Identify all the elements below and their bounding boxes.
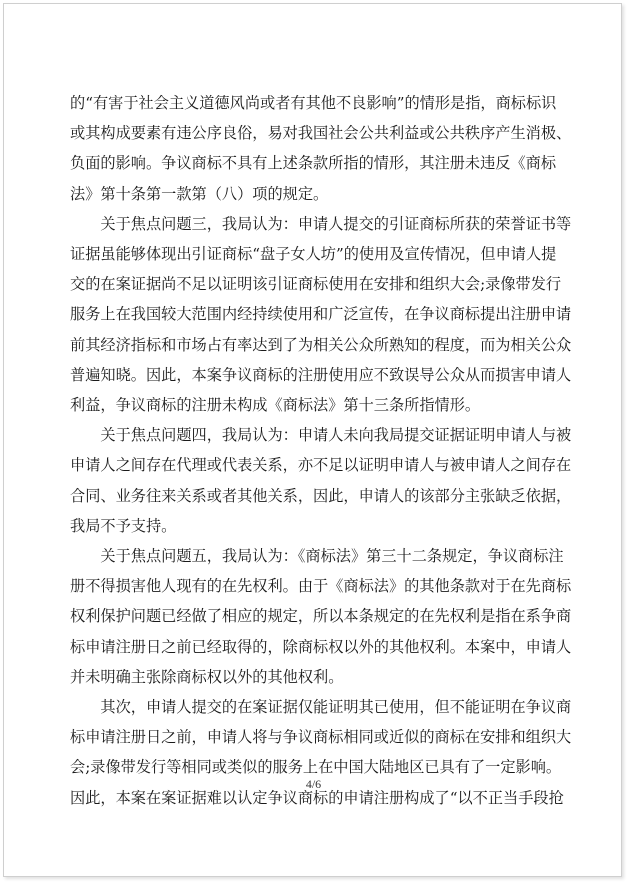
paragraph-2	[70, 209, 572, 420]
text-line: 服务上在我国较大范围内经持续使用和广泛宣传，在争议商标提出注册申请	[70, 305, 572, 324]
text-line: 因此，本案在案证据难以认定争议商标的申请注册构成了“以不正当手段抢	[70, 788, 564, 807]
text-line: 交的在案证据尚不足以证明该引证商标使用在安排和组织大会;录像带发行	[70, 275, 562, 294]
page-number: 4/6	[305, 777, 322, 791]
text-line: 普遍知晓。因此，本案争议商标的注册使用应不致误导公众从而损害申请人	[70, 365, 572, 384]
document-body	[70, 88, 572, 813]
text-line: 其次，申请人提交的在案证据仅能证明其已使用，但不能证明在争议商	[100, 698, 572, 717]
paragraph-5	[70, 692, 572, 813]
text-line: 或其构成要素有违公序良俗，易对我国社会公共利益或公共秩序产生消极、	[70, 124, 572, 143]
text-line: 前其经济指标和市场占有率达到了为相关公众所熟知的程度，而为相关公众	[70, 335, 572, 354]
text-line: 会;录像带发行等相同或类似的服务上在中国大陆地区已具有了一定影响。	[70, 758, 562, 777]
text-line: 证据虽能够体现出引证商标“盘子女人坊”的使用及宣传情况，但申请人提	[70, 245, 557, 264]
text-line: 并未明确主张除商标权以外的其他权利。	[70, 667, 344, 686]
text-line: 负面的影响。争议商标不具有上述条款所指的情形，其注册未违反《商标	[70, 154, 556, 173]
text-line: 的“有害于社会主义道德风尚或者有其他不良影响”的情形是指，商标标识	[70, 94, 557, 112]
paragraph-3	[70, 420, 572, 541]
text-line: 法》第十条第一款第（八）项的规定。	[70, 184, 329, 203]
text-line: 关于焦点问题三，我局认为：申请人提交的引证商标所获的荣誉证书等	[100, 214, 572, 233]
text-line: 合同、业务往来关系或者其他关系，因此，申请人的该部分主张缺乏依据，	[70, 486, 572, 505]
text-line: 权利保护问题已经做了相应的规定，所以本条规定的在先权利是指在系争商	[70, 607, 572, 626]
paragraph-1	[70, 88, 572, 209]
text-line: 利益，争议商标的注册未构成《商标法》第十三条所指情形。	[70, 396, 481, 415]
text-line: 申请人之间存在代理或代表关系，亦不足以证明申请人与被申请人之间存在	[70, 456, 572, 475]
text-line: 关于焦点问题四，我局认为：申请人未向我局提交证据证明申请人与被	[100, 426, 572, 445]
text-line: 标申请注册日之前，申请人将与争议商标相同或近似的商标在安排和组织大	[70, 728, 572, 747]
text-line: 我局不予支持。	[70, 516, 177, 535]
text-line: 关于焦点问题五，我局认为：《商标法》第三十二条规定，争议商标注	[100, 547, 564, 566]
paragraph-4	[70, 541, 572, 692]
document-page	[3, 3, 622, 877]
text-line: 册不得损害他人现有的在先权利。由于《商标法》的其他条款对于在先商标	[70, 577, 572, 596]
text-line: 标申请注册日之前已经取得的，除商标权以外的其他权利。本案中，申请人	[70, 637, 572, 656]
